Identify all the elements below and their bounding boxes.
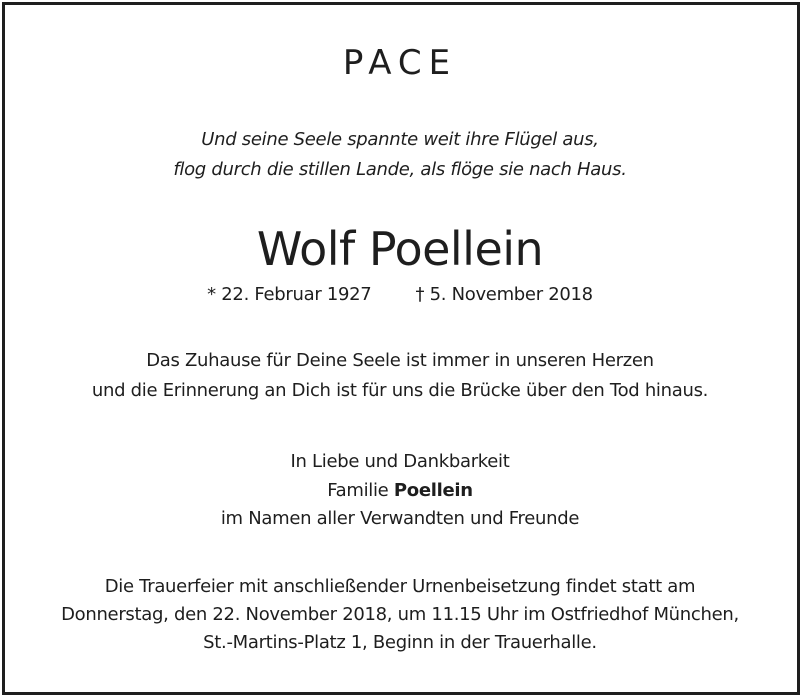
life-dates bbox=[0, 286, 800, 304]
memorial-text-line-1: Das Zuhause für Deine Seele ist immer in unseren Herzen bbox=[146, 350, 654, 371]
quote-line-2: flog durch die stillen Lande, als flöge sie nach Haus. bbox=[173, 159, 627, 180]
family-prefix: Familie bbox=[327, 480, 394, 501]
notice-heading: PACE bbox=[342, 43, 458, 83]
birth-date: * 22. Februar 1927 bbox=[207, 284, 372, 305]
memorial-text-line-2: und die Erinnerung an Dich ist für uns die Brücke über den Tod hinaus. bbox=[91, 380, 709, 401]
quote-line-1: Und seine Seele spannte weit ihre Flügel aus, bbox=[201, 129, 599, 150]
funeral-info-line-3: St.-Martins-Platz 1, Beginn in der Trauerhalle. bbox=[203, 632, 597, 653]
funeral-info-line-2: Donnerstag, den 22. November 2018, um 11.15 Uhr im Ostfriedhof München, bbox=[61, 604, 739, 625]
signature-line-1: In Liebe und Dankbarkeit bbox=[290, 451, 510, 472]
family-name: Poellein bbox=[393, 480, 473, 501]
funeral-info-line-1: Die Trauerfeier mit anschließender Urnenbeisetzung findet statt am bbox=[104, 576, 696, 597]
death-date: † 5. November 2018 bbox=[415, 284, 593, 305]
deceased-name: Wolf Poellein bbox=[256, 222, 544, 276]
signature-line-3: im Namen aller Verwandten und Freunde bbox=[220, 508, 580, 529]
signature-family bbox=[0, 482, 800, 500]
